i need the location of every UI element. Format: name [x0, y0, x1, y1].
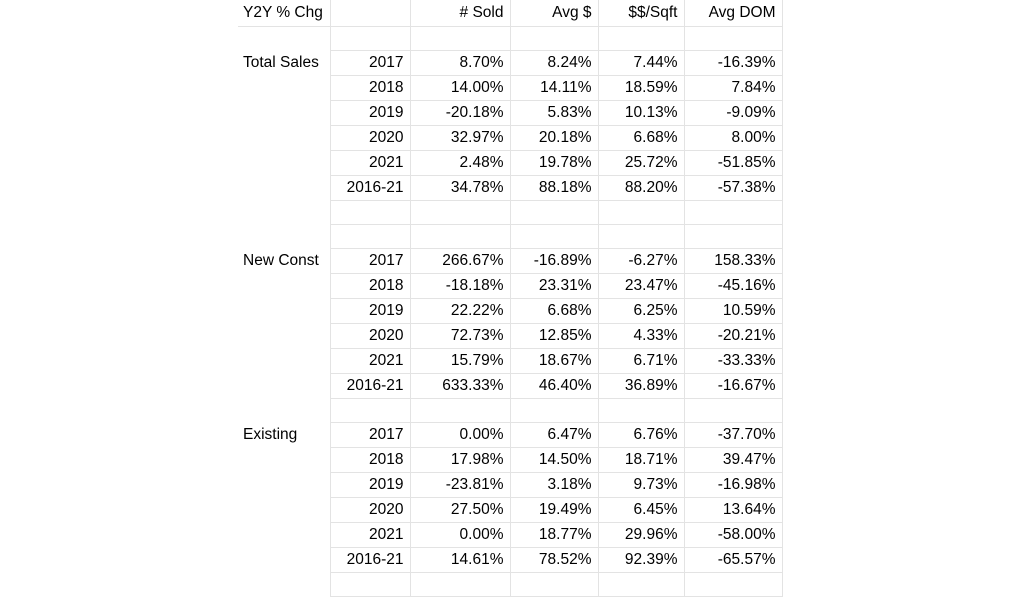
price-per-sqft-cell[interactable]: 29.96%: [598, 523, 684, 548]
sold-cell[interactable]: 72.73%: [410, 324, 510, 349]
empty-cell[interactable]: [238, 473, 330, 498]
avg-price-cell[interactable]: 5.83%: [510, 101, 598, 126]
empty-cell[interactable]: [598, 573, 684, 597]
sold-cell[interactable]: 14.00%: [410, 76, 510, 101]
y2y-change-table: [238, 0, 783, 597]
avg-price-cell[interactable]: 12.85%: [510, 324, 598, 349]
empty-cell[interactable]: [510, 201, 598, 225]
avg-dom-cell[interactable]: -16.39%: [684, 51, 782, 76]
blank-row: [238, 225, 782, 249]
table-row: [238, 101, 782, 126]
empty-cell[interactable]: [510, 573, 598, 597]
blank-row: [238, 201, 782, 225]
empty-cell[interactable]: [684, 201, 782, 225]
table-body: [238, 0, 782, 597]
table-row: [238, 126, 782, 151]
table-row: [238, 523, 782, 548]
table-row: [238, 76, 782, 101]
sold-cell[interactable]: 266.67%: [410, 249, 510, 274]
header-sold-cell[interactable]: # Sold: [410, 0, 510, 27]
year-cell[interactable]: 2018: [330, 76, 410, 101]
empty-cell[interactable]: [410, 27, 510, 51]
avg-dom-cell[interactable]: -16.98%: [684, 473, 782, 498]
sold-cell[interactable]: 8.70%: [410, 51, 510, 76]
avg-dom-cell[interactable]: 13.64%: [684, 498, 782, 523]
year-cell[interactable]: 2016-21: [330, 548, 410, 573]
year-cell[interactable]: 2020: [330, 126, 410, 151]
table-row: [238, 176, 782, 201]
sold-cell[interactable]: 0.00%: [410, 423, 510, 448]
empty-cell[interactable]: [330, 225, 410, 249]
empty-cell[interactable]: [238, 76, 330, 101]
sold-cell[interactable]: 15.79%: [410, 349, 510, 374]
price-per-sqft-cell[interactable]: 18.59%: [598, 76, 684, 101]
table-row: [238, 151, 782, 176]
empty-cell[interactable]: [238, 299, 330, 324]
empty-cell[interactable]: [510, 225, 598, 249]
price-per-sqft-cell[interactable]: 6.76%: [598, 423, 684, 448]
empty-cell[interactable]: [238, 101, 330, 126]
empty-cell[interactable]: [684, 27, 782, 51]
avg-price-cell[interactable]: 18.77%: [510, 523, 598, 548]
avg-price-cell[interactable]: -16.89%: [510, 249, 598, 274]
header-price-per-sqft-cell[interactable]: $$/Sqft: [598, 0, 684, 27]
empty-cell[interactable]: [598, 225, 684, 249]
sold-cell[interactable]: 32.97%: [410, 126, 510, 151]
avg-dom-cell[interactable]: 158.33%: [684, 249, 782, 274]
price-per-sqft-cell[interactable]: 88.20%: [598, 176, 684, 201]
avg-dom-cell[interactable]: -58.00%: [684, 523, 782, 548]
avg-dom-cell[interactable]: 7.84%: [684, 76, 782, 101]
year-cell[interactable]: 2019: [330, 101, 410, 126]
empty-cell[interactable]: [410, 573, 510, 597]
empty-cell[interactable]: [238, 27, 330, 51]
avg-price-cell[interactable]: 14.50%: [510, 448, 598, 473]
price-per-sqft-cell[interactable]: -6.27%: [598, 249, 684, 274]
blank-row: [238, 27, 782, 51]
empty-cell[interactable]: [330, 399, 410, 423]
empty-cell[interactable]: [238, 126, 330, 151]
sold-cell[interactable]: 17.98%: [410, 448, 510, 473]
avg-dom-cell[interactable]: 39.47%: [684, 448, 782, 473]
year-cell[interactable]: 2019: [330, 299, 410, 324]
price-per-sqft-cell[interactable]: 92.39%: [598, 548, 684, 573]
empty-cell[interactable]: [510, 27, 598, 51]
empty-cell[interactable]: [684, 225, 782, 249]
empty-cell[interactable]: [410, 399, 510, 423]
sold-cell[interactable]: 34.78%: [410, 176, 510, 201]
avg-price-cell[interactable]: 23.31%: [510, 274, 598, 299]
empty-cell[interactable]: [238, 201, 330, 225]
empty-cell[interactable]: [238, 324, 330, 349]
empty-cell[interactable]: [684, 573, 782, 597]
sold-cell[interactable]: -23.81%: [410, 473, 510, 498]
price-per-sqft-cell[interactable]: 6.25%: [598, 299, 684, 324]
avg-dom-cell[interactable]: -33.33%: [684, 349, 782, 374]
avg-dom-cell[interactable]: -9.09%: [684, 101, 782, 126]
year-cell[interactable]: 2021: [330, 349, 410, 374]
year-cell[interactable]: 2020: [330, 324, 410, 349]
table-row: [238, 498, 782, 523]
avg-dom-cell[interactable]: -37.70%: [684, 423, 782, 448]
year-cell[interactable]: 2016-21: [330, 176, 410, 201]
empty-cell[interactable]: [238, 548, 330, 573]
avg-price-cell[interactable]: 19.49%: [510, 498, 598, 523]
avg-price-cell[interactable]: 46.40%: [510, 374, 598, 399]
sold-cell[interactable]: -18.18%: [410, 274, 510, 299]
year-cell[interactable]: 2017: [330, 51, 410, 76]
blank-row: [238, 573, 782, 597]
empty-cell[interactable]: [330, 573, 410, 597]
year-cell[interactable]: 2020: [330, 498, 410, 523]
avg-price-cell[interactable]: 6.68%: [510, 299, 598, 324]
avg-price-cell[interactable]: 6.47%: [510, 423, 598, 448]
table-row: [238, 473, 782, 498]
year-cell[interactable]: 2021: [330, 523, 410, 548]
year-cell[interactable]: 2018: [330, 448, 410, 473]
price-per-sqft-cell[interactable]: 18.71%: [598, 448, 684, 473]
spreadsheet: [238, 0, 782, 576]
empty-cell[interactable]: [238, 573, 330, 597]
sold-cell[interactable]: 22.22%: [410, 299, 510, 324]
price-per-sqft-cell[interactable]: 10.13%: [598, 101, 684, 126]
empty-cell[interactable]: [330, 27, 410, 51]
empty-cell[interactable]: [238, 274, 330, 299]
avg-price-cell[interactable]: 18.67%: [510, 349, 598, 374]
section-label-cell[interactable]: New Const: [238, 249, 330, 274]
sold-cell[interactable]: 14.61%: [410, 548, 510, 573]
empty-cell[interactable]: [410, 201, 510, 225]
year-cell[interactable]: 2019: [330, 473, 410, 498]
empty-cell[interactable]: [238, 176, 330, 201]
avg-dom-cell[interactable]: -16.67%: [684, 374, 782, 399]
empty-cell[interactable]: [238, 151, 330, 176]
header-row: [238, 0, 782, 27]
empty-cell[interactable]: [238, 498, 330, 523]
section-label-cell[interactable]: Total Sales: [238, 51, 330, 76]
sold-cell[interactable]: -20.18%: [410, 101, 510, 126]
sold-cell[interactable]: 27.50%: [410, 498, 510, 523]
price-per-sqft-cell[interactable]: 7.44%: [598, 51, 684, 76]
year-cell[interactable]: 2021: [330, 151, 410, 176]
table-row: [238, 324, 782, 349]
sold-cell[interactable]: 2.48%: [410, 151, 510, 176]
table-row: [238, 249, 782, 274]
avg-price-cell[interactable]: 20.18%: [510, 126, 598, 151]
avg-price-cell[interactable]: 8.24%: [510, 51, 598, 76]
avg-dom-cell[interactable]: -45.16%: [684, 274, 782, 299]
year-cell[interactable]: 2017: [330, 423, 410, 448]
price-per-sqft-cell[interactable]: 23.47%: [598, 274, 684, 299]
sold-cell[interactable]: 0.00%: [410, 523, 510, 548]
price-per-sqft-cell[interactable]: 6.68%: [598, 126, 684, 151]
avg-dom-cell[interactable]: -20.21%: [684, 324, 782, 349]
empty-cell[interactable]: [238, 523, 330, 548]
table-row: [238, 374, 782, 399]
header-year-cell[interactable]: [330, 0, 410, 27]
empty-cell[interactable]: [598, 27, 684, 51]
empty-cell[interactable]: [598, 201, 684, 225]
table-row: [238, 349, 782, 374]
empty-cell[interactable]: [684, 399, 782, 423]
table-row: [238, 423, 782, 448]
header-label-cell[interactable]: Y2Y % Chg: [238, 0, 330, 27]
avg-price-cell[interactable]: 14.11%: [510, 76, 598, 101]
table-row: [238, 274, 782, 299]
table-row: [238, 548, 782, 573]
avg-dom-cell[interactable]: -65.57%: [684, 548, 782, 573]
empty-cell[interactable]: [238, 225, 330, 249]
avg-dom-cell[interactable]: -57.38%: [684, 176, 782, 201]
avg-price-cell[interactable]: 88.18%: [510, 176, 598, 201]
empty-cell[interactable]: [330, 201, 410, 225]
avg-price-cell[interactable]: 19.78%: [510, 151, 598, 176]
avg-dom-cell[interactable]: 10.59%: [684, 299, 782, 324]
empty-cell[interactable]: [238, 399, 330, 423]
header-avg-dom-cell[interactable]: Avg DOM: [684, 0, 782, 27]
year-cell[interactable]: 2017: [330, 249, 410, 274]
price-per-sqft-cell[interactable]: 4.33%: [598, 324, 684, 349]
price-per-sqft-cell[interactable]: 6.71%: [598, 349, 684, 374]
year-cell[interactable]: 2018: [330, 274, 410, 299]
table-row: [238, 448, 782, 473]
empty-cell[interactable]: [238, 448, 330, 473]
year-cell[interactable]: 2016-21: [330, 374, 410, 399]
empty-cell[interactable]: [238, 374, 330, 399]
avg-price-cell[interactable]: 78.52%: [510, 548, 598, 573]
price-per-sqft-cell[interactable]: 25.72%: [598, 151, 684, 176]
header-avg-price-cell[interactable]: Avg $: [510, 0, 598, 27]
price-per-sqft-cell[interactable]: 6.45%: [598, 498, 684, 523]
table-row: [238, 299, 782, 324]
blank-row: [238, 399, 782, 423]
price-per-sqft-cell[interactable]: 36.89%: [598, 374, 684, 399]
table-row: [238, 51, 782, 76]
avg-price-cell[interactable]: 3.18%: [510, 473, 598, 498]
section-label-cell[interactable]: Existing: [238, 423, 330, 448]
price-per-sqft-cell[interactable]: 9.73%: [598, 473, 684, 498]
empty-cell[interactable]: [598, 399, 684, 423]
empty-cell[interactable]: [238, 349, 330, 374]
avg-dom-cell[interactable]: -51.85%: [684, 151, 782, 176]
empty-cell[interactable]: [410, 225, 510, 249]
sold-cell[interactable]: 633.33%: [410, 374, 510, 399]
empty-cell[interactable]: [510, 399, 598, 423]
avg-dom-cell[interactable]: 8.00%: [684, 126, 782, 151]
